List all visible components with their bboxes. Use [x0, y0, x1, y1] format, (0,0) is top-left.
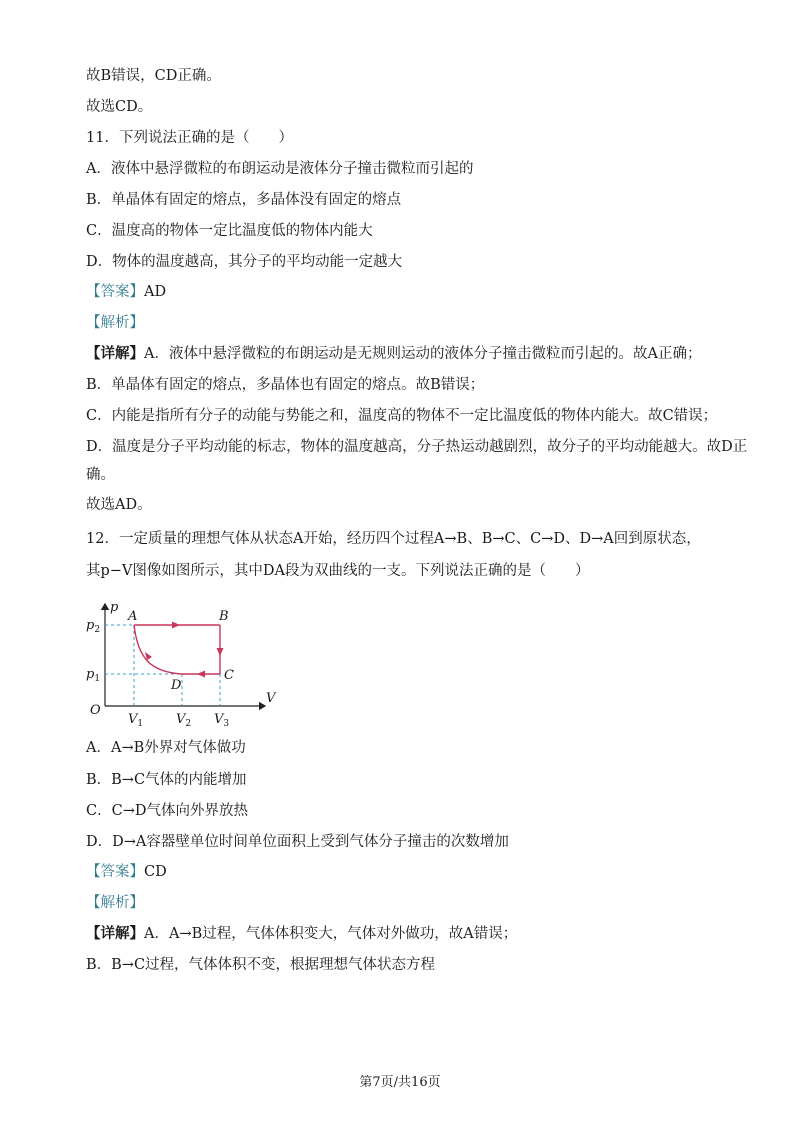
text-line: 确。	[86, 467, 115, 483]
text-line: C．内能是指所有分子的动能与势能之和，温度高的物体不一定比温度低的物体内能大。故C错误；	[86, 408, 718, 424]
detail-line	[86, 924, 517, 944]
analysis-line	[86, 893, 144, 913]
option-a: A．液体中悬浮微粒的布朗运动是液体分子撞击微粒而引起的	[86, 161, 474, 177]
analysis-line	[86, 313, 144, 333]
label-v2: $V_2$	[176, 712, 192, 729]
answer-line	[86, 862, 167, 882]
label-p1: $p_1$	[86, 667, 101, 684]
analysis-tag: 【解析】	[86, 895, 144, 911]
answer-value: CD	[144, 864, 167, 880]
text-line: D．温度是分子平均动能的标志，物体的温度越高，分子热运动越剧烈，故分子的平均动能越大。故D正	[86, 439, 748, 455]
text-line: 故B错误，CD正确。	[86, 68, 221, 84]
label-v3: $V_3$	[214, 712, 230, 729]
pv-diagram	[80, 598, 280, 730]
answer-value: AD	[144, 284, 167, 300]
question-12-stem-cont: 其p−V图像如图所示，其中DA段为双曲线的一支。下列说法正确的是（ ）	[86, 563, 590, 579]
label-v-axis: V	[266, 691, 276, 706]
label-d: D	[171, 678, 182, 693]
option-d: D．物体的温度越高，其分子的平均动能一定越大	[86, 254, 403, 270]
detail-line	[86, 344, 701, 364]
option-c: C．温度高的物体一定比温度低的物体内能大	[86, 223, 373, 239]
answer-tag: 【答案】	[86, 284, 144, 300]
answer-line	[86, 282, 166, 302]
label-a: A	[128, 609, 138, 624]
option-d: D．D→A容器壁单位时间单位面积上受到气体分子撞击的次数增加	[86, 834, 509, 850]
question-12-stem: 12．一定质量的理想气体从状态A开始，经历四个过程A→B、B→C、C→D、D→A回到原状态，	[86, 531, 701, 547]
arrow-c-d	[197, 671, 205, 678]
label-b: B	[219, 609, 229, 624]
option-a: A．A→B外界对气体做功	[86, 740, 246, 756]
detail-tag: 【详解】	[86, 345, 144, 362]
text-line: 故选CD。	[86, 99, 153, 115]
arrow-a-b	[172, 622, 180, 629]
text-line: 故选AD。	[86, 497, 152, 513]
label-origin: O	[90, 703, 101, 718]
question-11-stem: 11．下列说法正确的是（ ）	[86, 130, 293, 146]
arrow-b-c	[217, 648, 224, 656]
text-line: B．B→C过程，气体体积不变，根据理想气体状态方程	[86, 957, 436, 973]
option-c: C．C→D气体向外界放热	[86, 803, 248, 819]
label-v1: $V_1$	[128, 712, 144, 729]
segment-d-a	[134, 625, 182, 674]
text-line: B．单晶体有固定的熔点，多晶体也有固定的熔点。故B错误；	[86, 377, 485, 393]
page-footer: 第7页/共16页	[359, 1075, 441, 1090]
option-b: B．B→C气体的内能增加	[86, 772, 247, 788]
answer-tag: 【答案】	[86, 864, 144, 880]
label-c: C	[224, 668, 234, 683]
detail-tag: 【详解】	[86, 925, 144, 942]
option-b: B．单晶体有固定的熔点，多晶体没有固定的熔点	[86, 192, 402, 208]
label-p-axis: p	[110, 600, 119, 615]
analysis-tag: 【解析】	[86, 315, 144, 331]
detail-text: A．液体中悬浮微粒的布朗运动是无规则运动的液体分子撞击微粒而引起的。故A正确；	[144, 346, 702, 362]
detail-text: A．A→B过程，气体体积变大，气体对外做功，故A错误；	[144, 926, 518, 942]
label-p2: $p_2$	[86, 618, 101, 635]
